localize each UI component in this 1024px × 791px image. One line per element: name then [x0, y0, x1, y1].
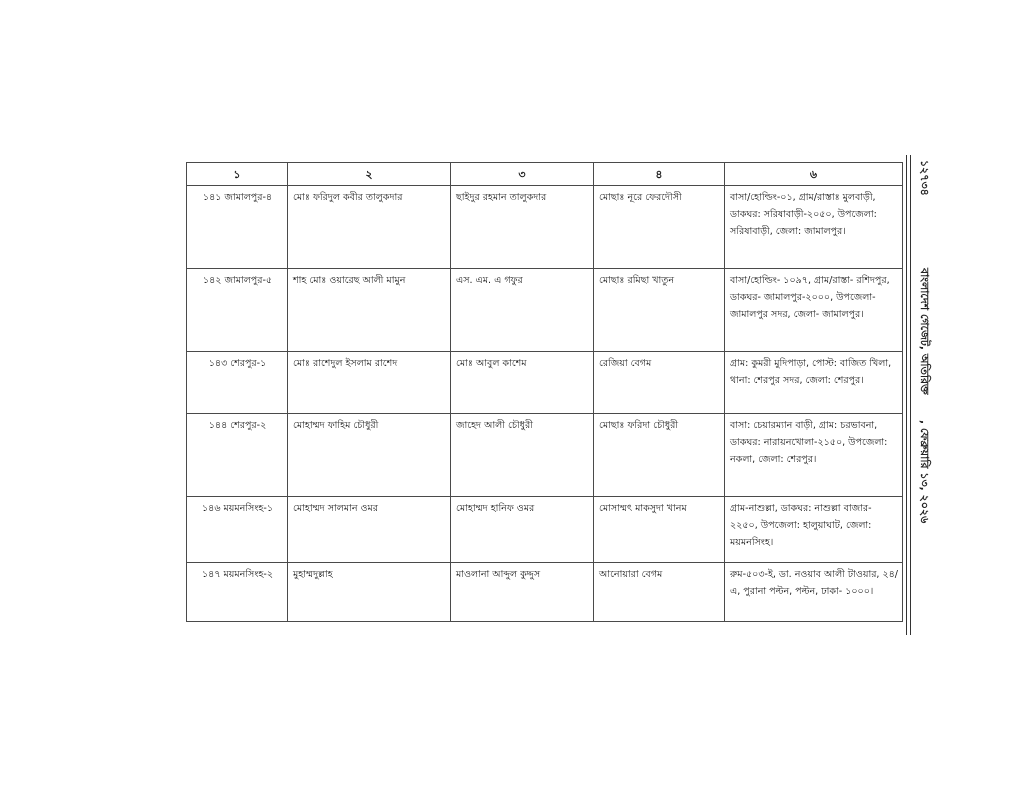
constituency-cell: ১৪৪ শেরপুর-২	[187, 414, 288, 497]
address-cell: বাসা/হোল্ডিং- ১০৯৭, গ্রাম/রাস্তা- রশিদপুর, ডাকঘর- জামালপুর-২০০০, উপজেলা- জামালপুর সদর, জেলা- জামালপুর।	[725, 269, 903, 352]
constituency-cell: ১৪২ জামালপুর-৫	[187, 269, 288, 352]
gazette-date: , ফেব্রুয়ারি ১৩, ২০২৬	[918, 420, 931, 524]
candidate-name-cell: মোহাম্মদ ফাহিম চৌধুরী	[288, 414, 451, 497]
father-name-cell: মোঃ আবুল কাশেম	[451, 352, 594, 414]
header-col-1: ১	[187, 163, 288, 186]
table-row	[187, 186, 903, 269]
father-name-cell: ছাইদুর রহমান তালুকদার	[451, 186, 594, 269]
table-row	[187, 269, 903, 352]
table-row	[187, 414, 903, 497]
mother-name-cell: মোছাঃ ফরিদা চৌধুরী	[594, 414, 725, 497]
mother-name-cell: মোছাঃ রমিছা খাতুন	[594, 269, 725, 352]
page-number: ১২৭৩৪	[918, 160, 931, 196]
candidate-name-cell: মোঃ ফরিদুল কবীর তালুকদার	[288, 186, 451, 269]
table-row	[187, 563, 903, 622]
constituency-cell: ১৪৬ ময়মনসিংহ-১	[187, 497, 288, 563]
candidate-name-cell: মোহাম্মদ সালমান ওমর	[288, 497, 451, 563]
mother-name-cell: রেজিয়া বেগম	[594, 352, 725, 414]
father-name-cell: মাওলানা আব্দুল কুদ্দুস	[451, 563, 594, 622]
gazette-title: বাংলাদেশ গেজেট, অতিরিক্ত	[918, 268, 931, 395]
address-cell: বাসা/হোল্ডিং-০১, গ্রাম/রাস্তাঃ মুলবাড়ী, ডাকঘর: সরিষাবাড়ী-২০৫০, উপজেলা: সরিষাবাড়ী, জেলা: জামালপুর।	[725, 186, 903, 269]
header-col-4: ৪	[594, 163, 725, 186]
father-name-cell: জাহেদ আলী চৌধুরী	[451, 414, 594, 497]
constituency-cell: ১৪৭ ময়মনসিংহ-২	[187, 563, 288, 622]
father-name-cell: এস. এম. এ গফুর	[451, 269, 594, 352]
header-col-2: ২	[288, 163, 451, 186]
table-row	[187, 497, 903, 563]
candidate-name-cell: শাহ মোঃ ওয়ারেছ আলী মামুন	[288, 269, 451, 352]
mother-name-cell: আনোয়ারা বেগম	[594, 563, 725, 622]
candidate-table	[186, 162, 903, 622]
header-col-6: ৬	[725, 163, 903, 186]
constituency-cell: ১৪১ জামালপুর-৪	[187, 186, 288, 269]
address-cell: রুম-৫০৩-ই, ডা. নওয়াব আলী টাওয়ার, ২৪/এ, পুরানা পল্টন, পল্টন, ঢাকা- ১০০০।	[725, 563, 903, 622]
table-body	[187, 186, 903, 622]
candidate-name-cell: মোঃ রাশেদুল ইসলাম রাশেদ	[288, 352, 451, 414]
header-col-3: ৩	[451, 163, 594, 186]
mother-name-cell: মোছাঃ নূরে ফেরদৌসী	[594, 186, 725, 269]
header-row	[187, 163, 903, 186]
mother-name-cell: মোসাম্মৎ মাকসুদা খানম	[594, 497, 725, 563]
address-cell: গ্রাম: কুমরী মুদিপাড়া, পোস্ট: বাজিত খিলা, থানা: শেরপুর সদর, জেলা: শেরপুর।	[725, 352, 903, 414]
address-cell: বাসা: চেয়ারম্যান বাড়ী, গ্রাম: চরভাবনা, ডাকঘর: নারায়নখোলা-২১৫০, উপজেলা: নকলা, জেলা: শেরপুর।	[725, 414, 903, 497]
table-row	[187, 352, 903, 414]
margin-double-rule	[906, 155, 911, 635]
table-header	[187, 163, 903, 186]
address-cell: গ্রাম-নাশুল্লা, ডাকঘর: নাশুল্লা বাজার- ২২৫০, উপজেলা: হালুয়াঘাট, জেলা: ময়মনসিংহ।	[725, 497, 903, 563]
father-name-cell: মোহাম্মদ হানিফ ওমর	[451, 497, 594, 563]
candidate-name-cell: মুহাম্মদুল্লাহ	[288, 563, 451, 622]
constituency-cell: ১৪৩ শেরপুর-১	[187, 352, 288, 414]
